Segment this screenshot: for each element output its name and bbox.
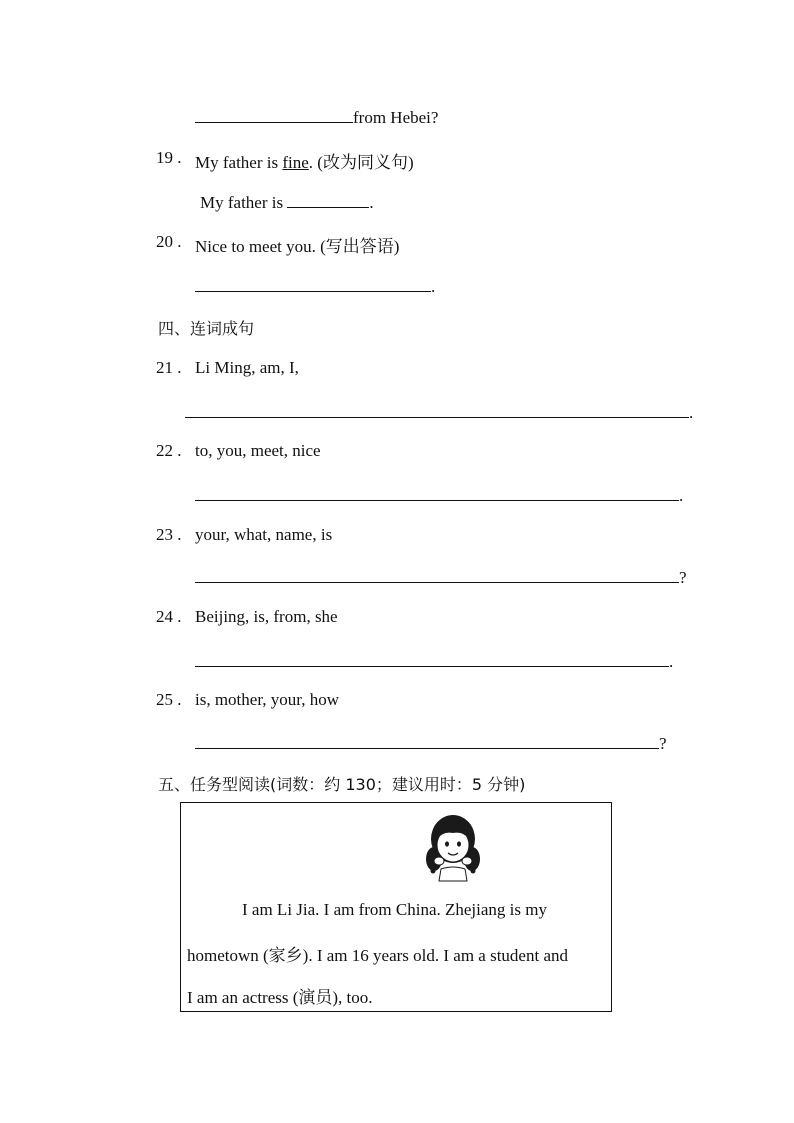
q22-answer-line: . [195,484,683,506]
q20-answer-line: . [195,275,435,297]
section-5-heading: 五、任务型阅读(词数：约 130；建议用时：5 分钟) [158,775,526,794]
answer-blank[interactable] [195,732,659,749]
section-4-heading: 四、连词成句 [158,319,255,338]
q24-answer-line: . [195,650,673,672]
q19-answer-line: My father is . [200,193,374,212]
reading-passage-box [180,802,612,1012]
q25-words: is, mother, your, how [195,690,340,709]
q21-answer-line: . [185,401,693,423]
q25-number: 25 . [156,690,182,709]
underlined-word: fine [282,153,309,172]
passage-line-3: I am an actress (演员), too. [187,988,373,1007]
q21-number: 21 . [156,358,182,377]
q23-number: 23 . [156,525,182,544]
q22-number: 22 . [156,441,182,460]
q24-number: 24 . [156,607,182,626]
q18-tail: from Hebei? [353,108,439,127]
answer-blank[interactable] [195,566,679,583]
answer-blank[interactable] [195,650,669,667]
q25-answer-line: ? [195,732,667,754]
q18-answer-line [195,106,438,128]
q22-words: to, you, meet, nice [195,441,321,460]
answer-blank[interactable] [195,484,679,501]
q23-words: your, what, name, is [195,525,333,544]
q21-words: Li Ming, am, I, [195,358,299,377]
q20-number: 20 . [156,232,182,251]
q19-prompt: My father is fine. (改为同义句) [195,153,414,172]
q19-number: 19 . [156,148,182,167]
answer-blank[interactable] [287,191,369,208]
q24-words: Beijing, is, from, she [195,607,338,626]
girl-illustration-icon [423,809,483,883]
q20-prompt: Nice to meet you. (写出答语) [195,237,400,256]
passage-line-2: hometown (家乡). I am 16 years old. I am a student and [187,946,568,965]
passage-line-1: I am Li Jia. I am from China. Zhejiang is my [242,900,547,919]
answer-blank[interactable] [185,401,689,418]
answer-blank[interactable] [195,275,431,292]
answer-blank[interactable] [195,106,353,123]
q23-answer-line: ? [195,566,687,588]
